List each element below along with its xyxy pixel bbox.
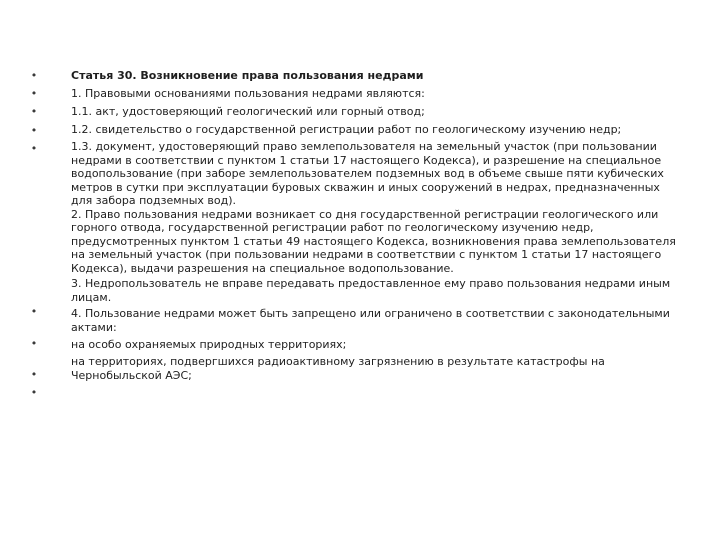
paragraph-2: 2. Право пользования недрами возникает со дня государственной регистрации геологического или горного отвода, государственной регистрации работ по геологическому изучению недр, предусмотренных пунктом 1 статьи 49 настоящего Кодекса, возникновения права землепользователя на земельный участок (при пользовании недрами в соответствии с пунктом 1 статьи 17 настоящего Кодекса), выдачи разрешения на специальное водопользование.	[71, 207, 676, 275]
bullet-marker: •	[30, 368, 38, 381]
paragraph-legal-grounds: 1. Правовыми основаниями пользования недрами являются:	[71, 87, 425, 100]
bullet-column	[28, 0, 40, 540]
paragraph-3: 3. Недропользователь не вправе передавать предоставленное ему право пользования недрами иным лицам.	[71, 277, 671, 304]
paragraph-protected-territories: на особо охраняемых природных территориях;	[71, 338, 347, 351]
bullet-marker: •	[30, 105, 38, 118]
bullet-marker: •	[30, 337, 38, 350]
document-body	[71, 68, 677, 382]
bullet-marker: •	[30, 124, 38, 137]
bullet-marker: •	[30, 142, 38, 155]
paragraph-4: 4. Пользование недрами может быть запрещено или ограничено в соответствии с законодательными актами:	[71, 307, 670, 334]
bullet-marker: •	[30, 386, 38, 399]
bullet-marker: •	[30, 69, 38, 82]
paragraph-1-2: 1.2. свидетельство о государственной регистрации работ по геологическому изучению недр;	[71, 123, 622, 136]
bullet-marker: •	[30, 305, 38, 318]
bullet-marker: •	[30, 87, 38, 100]
paragraph-chernobyl-territories: на территориях, подвергшихся радиоактивному загрязнению в результате катастрофы на Чернобыльской АЭС;	[71, 355, 605, 382]
paragraph-1-1: 1.1. акт, удостоверяющий геологический или горный отвод;	[71, 105, 425, 118]
article-title: Статья 30. Возникновение права пользования недрами	[71, 69, 424, 82]
paragraph-1-3: 1.3. документ, удостоверяющий право землепользователя на земельный участок (при пользовании недрами в соответствии с пунктом 1 статьи 17 настоящего Кодекса), и разрешение на специальное водопользование (при заборе землепользователем подземных вод в объеме свыше пяти кубических метров в сутки при эксплуатации буровых скважин и иных сооружений в недрах, предназначенных для забора подземных вод).	[71, 140, 664, 207]
